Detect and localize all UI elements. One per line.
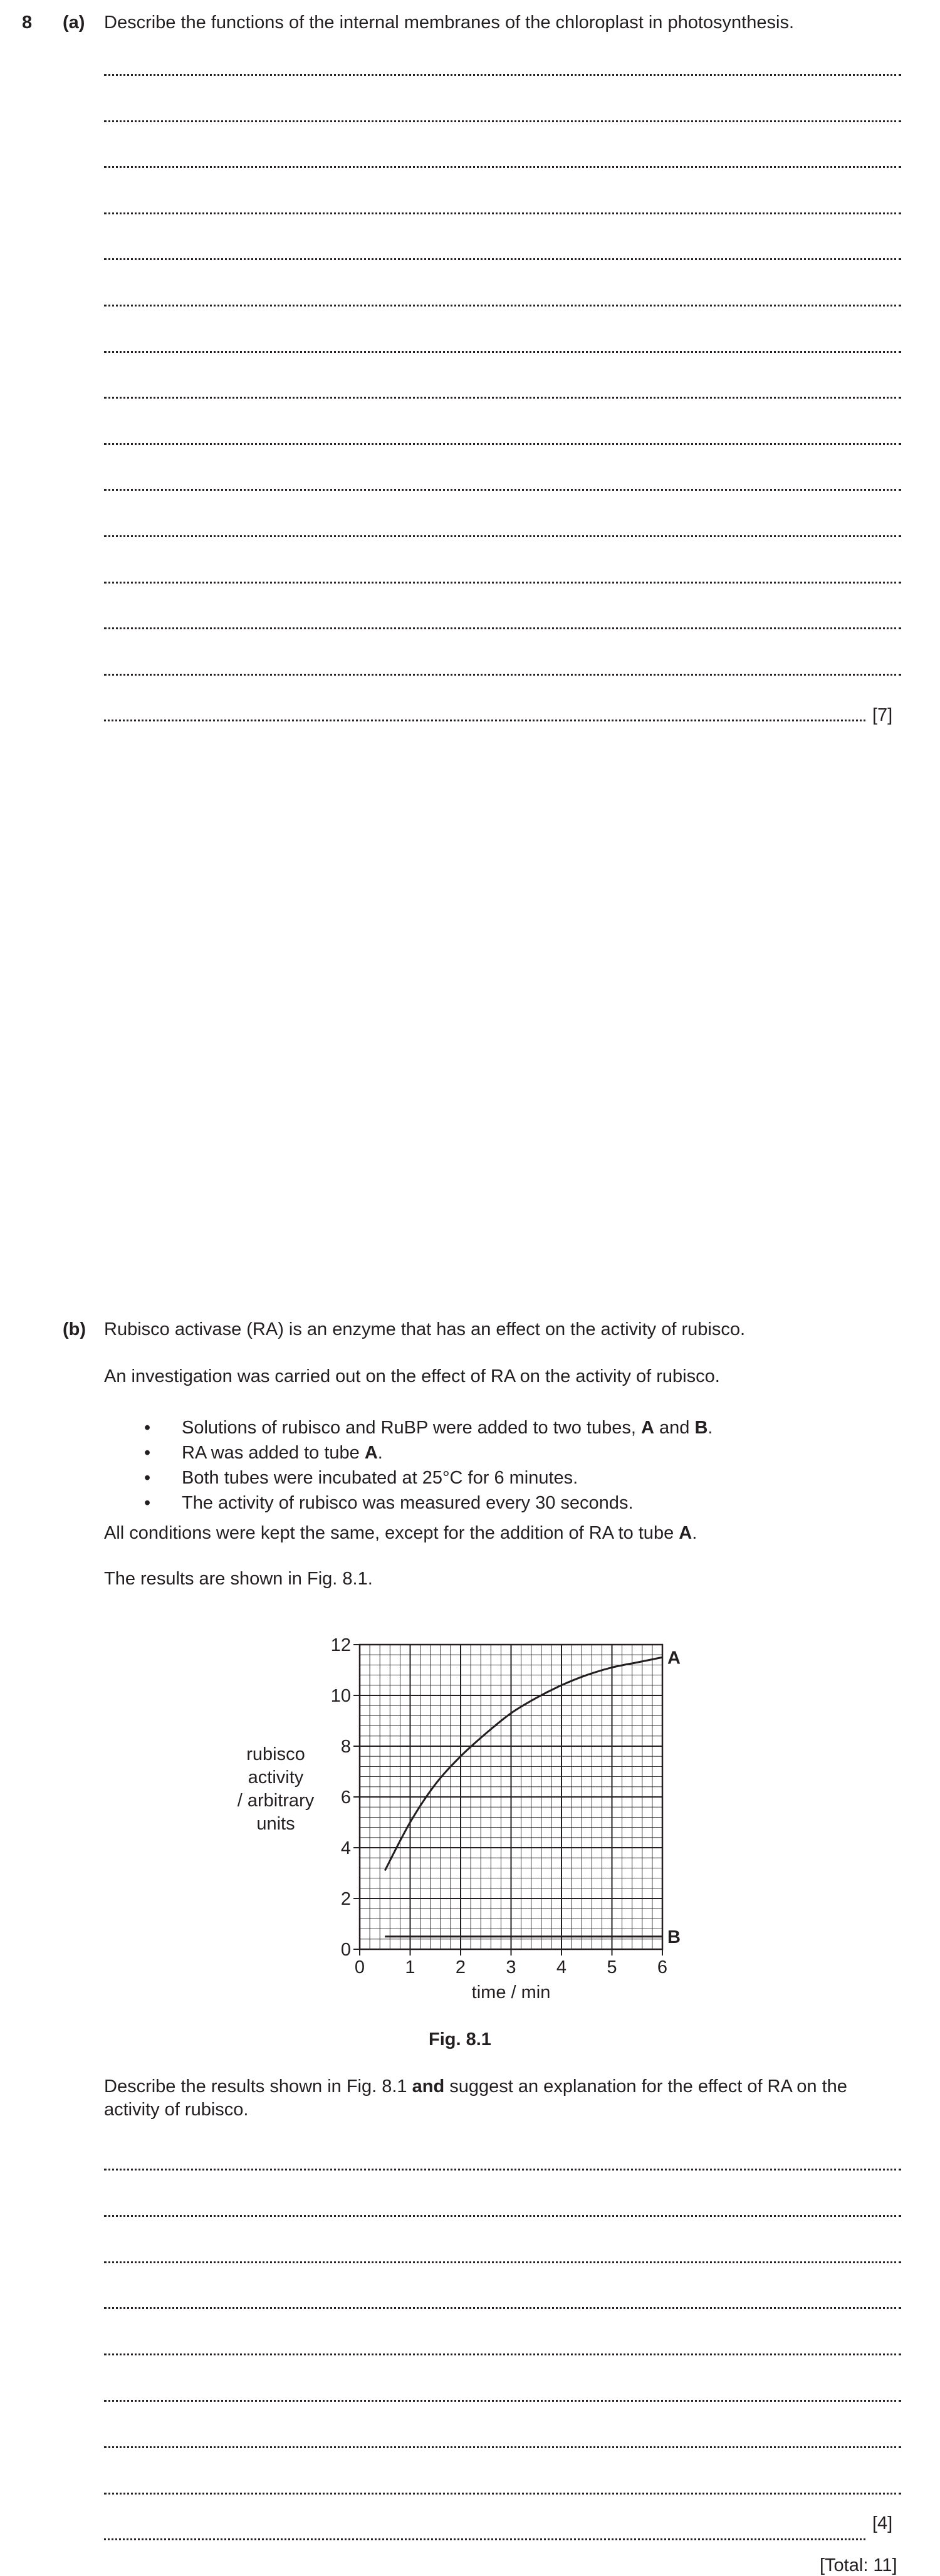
question-number: 8 <box>22 13 33 33</box>
series-label-B: B <box>667 1927 681 1947</box>
answer-line[interactable] <box>104 351 901 353</box>
answer-line[interactable] <box>104 535 901 537</box>
bullet-item: Solutions of rubisco and RuBP were added to two tubes, A and B. <box>182 1418 713 1438</box>
answer-line[interactable] <box>104 2400 901 2402</box>
y-axis-label: / arbitrary <box>237 1791 315 1811</box>
answer-line[interactable] <box>104 212 901 214</box>
series-label-A: A <box>667 1648 681 1668</box>
answer-line[interactable] <box>104 258 901 260</box>
x-tick-label: 6 <box>657 1957 668 1977</box>
x-tick-label: 5 <box>607 1957 617 1977</box>
answer-line[interactable] <box>104 2353 901 2355</box>
answer-line[interactable] <box>104 2538 865 2540</box>
answer-line[interactable] <box>104 2493 901 2495</box>
answer-line[interactable] <box>104 2307 901 2309</box>
bullet-marker: • <box>144 1418 151 1438</box>
x-tick-label: 4 <box>556 1957 567 1977</box>
answer-line[interactable] <box>104 166 901 168</box>
y-axis-label: units <box>256 1814 295 1834</box>
bullet-marker: • <box>144 1493 151 1513</box>
describe-prompt-line2: activity of rubisco. <box>104 2100 249 2120</box>
bullet-item: The activity of rubisco was measured every 30 seconds. <box>182 1493 634 1513</box>
y-tick-label: 4 <box>340 1838 351 1858</box>
x-tick-label: 0 <box>354 1957 365 1977</box>
answer-line[interactable] <box>104 674 901 676</box>
y-tick-label: 10 <box>330 1686 351 1706</box>
part-b-label: (b) <box>63 1319 86 1339</box>
answer-line[interactable] <box>104 489 901 491</box>
answer-line[interactable] <box>104 2169 901 2170</box>
figure-8-1-chart <box>0 1605 940 2003</box>
results-intro: The results are shown in Fig. 8.1. <box>104 1569 373 1589</box>
y-tick-label: 6 <box>340 1788 351 1808</box>
y-tick-label: 12 <box>330 1635 351 1655</box>
bullet-item: Both tubes were incubated at 25°C for 6 minutes. <box>182 1468 578 1488</box>
bullet-marker: • <box>144 1443 151 1463</box>
part-a-marks: [7] <box>872 705 893 725</box>
figure-caption: Fig. 8.1 <box>429 2029 491 2050</box>
answer-line[interactable] <box>104 2446 901 2448</box>
answer-line[interactable] <box>104 443 901 445</box>
describe-prompt: Describe the results shown in Fig. 8.1 and suggest an explanation for the effect of RA on the <box>104 2076 847 2097</box>
answer-line[interactable] <box>104 582 901 584</box>
x-tick-label: 3 <box>506 1957 516 1977</box>
answer-line[interactable] <box>104 305 901 306</box>
y-axis-label: activity <box>248 1767 304 1788</box>
answer-line[interactable] <box>104 720 865 721</box>
answer-line[interactable] <box>104 2261 901 2263</box>
total-marks: [Total: 11] <box>820 2555 897 2575</box>
x-tick-label: 2 <box>455 1957 466 1977</box>
part-a-label: (a) <box>63 13 85 33</box>
answer-line[interactable] <box>104 120 901 122</box>
answer-line[interactable] <box>104 397 901 399</box>
answer-line[interactable] <box>104 74 901 76</box>
part-b-intro: Rubisco activase (RA) is an enzyme that has an effect on the activity of rubisco. <box>104 1319 746 1339</box>
y-tick-label: 2 <box>340 1889 351 1909</box>
x-tick-label: 1 <box>405 1957 415 1977</box>
answer-line[interactable] <box>104 2215 901 2217</box>
part-b-marks: [4] <box>872 2513 893 2533</box>
y-tick-label: 0 <box>340 1940 351 1960</box>
y-tick-label: 8 <box>340 1737 351 1757</box>
investigation-text: An investigation was carried out on the effect of RA on the activity of rubisco. <box>104 1366 720 1386</box>
x-axis-label: time / min <box>471 1982 551 2003</box>
conditions-text: All conditions were kept the same, except for the addition of RA to tube A. <box>104 1523 697 1543</box>
part-a-prompt: Describe the functions of the internal membranes of the chloroplast in photosynthesis. <box>104 13 794 33</box>
y-axis-label: rubisco <box>246 1744 305 1764</box>
answer-line[interactable] <box>104 627 901 629</box>
bullet-item: RA was added to tube A. <box>182 1443 383 1463</box>
bullet-marker: • <box>144 1468 151 1488</box>
series-line-A <box>385 1657 662 1870</box>
